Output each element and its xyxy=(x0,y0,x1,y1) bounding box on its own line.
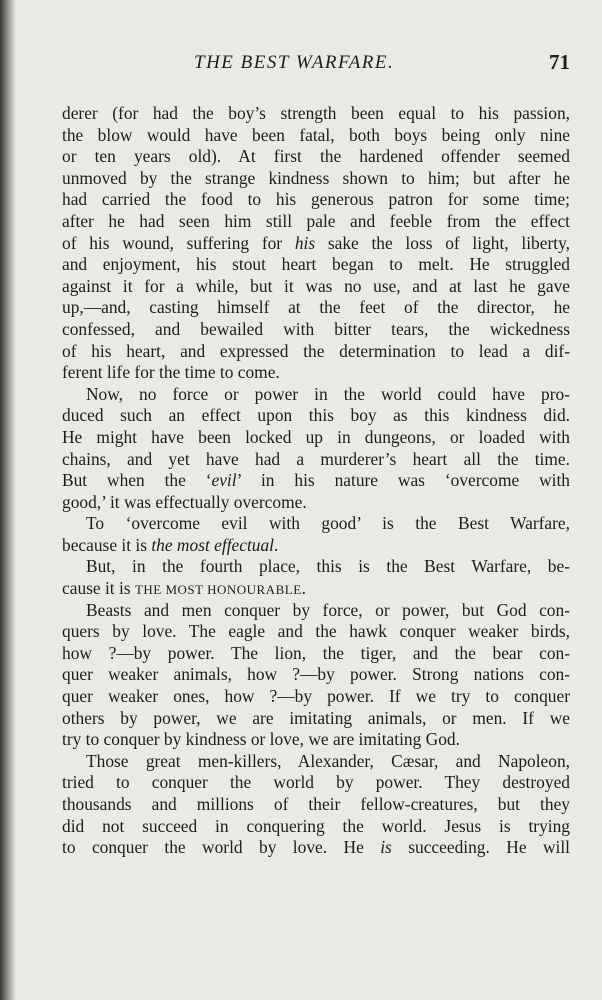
text-line: But, in the fourth place, this is the Best Warfare, be- xyxy=(86,556,570,577)
text-line: the blow would have been fatal, both boys being only nine xyxy=(62,124,570,145)
text-line: up,—and, casting himself at the feet of the director, he xyxy=(62,297,570,318)
page-number: 71 xyxy=(549,50,570,74)
text-line: chains, and yet have had a murderer’s heart all the time. xyxy=(62,448,570,469)
text-line: good,’ it was effectually overcome. xyxy=(62,491,307,512)
running-title: THE BEST WARFARE. xyxy=(194,52,395,73)
text-line: quers by love. The eagle and the hawk conquer weaker birds, xyxy=(62,621,570,642)
text-line: try to conquer by kindness or love, we are imitating God. xyxy=(62,729,460,750)
text-line: ferent life for the time to come. xyxy=(62,362,280,383)
text-line: cause it is THE MOST HONOURABLE. xyxy=(62,578,307,599)
text-line: because it is the most effectual. xyxy=(62,534,279,555)
text-line: Beasts and men conquer by force, or power, but God con- xyxy=(86,599,570,620)
text-line: Now, no force or power in the world could have pro- xyxy=(86,383,570,404)
text-line: tried to conquer the world by power. They destroyed xyxy=(62,772,570,793)
paragraph xyxy=(62,600,570,751)
page-edge-shadow xyxy=(0,0,16,1000)
text-line: thousands and millions of their fellow-creatures, but they xyxy=(62,794,570,814)
text-line: To ‘overcome evil with good’ is the Best Warfare, xyxy=(86,513,570,534)
text-line: after he had seen him still pale and feeble from the effect xyxy=(62,210,570,231)
text-line: against it for a while, but it was no use, and at last he gave xyxy=(62,275,570,296)
paragraph xyxy=(62,384,570,514)
text-line: quer weaker animals, how ?—by power. Strong nations con- xyxy=(62,664,570,685)
text-line: derer (for had the boy’s strength been equal to his passion, xyxy=(62,103,570,123)
text-line: had carried the food to his generous patron for some time; xyxy=(62,189,570,210)
running-head xyxy=(60,52,570,78)
text-line: Those great men-killers, Alexander, Cæsar, and Napoleon, xyxy=(86,750,570,771)
text-line: to conquer the world by love. He is succeeding. He will xyxy=(62,837,571,858)
text-line: of his heart, and expressed the determination to lead a dif- xyxy=(62,340,570,361)
text-line: or ten years old). At first the hardened offender seemed xyxy=(62,146,570,167)
text-line: duced such an effect upon this boy as this kindness did. xyxy=(62,405,570,426)
text-line: how ?—by power. The lion, the tiger, and the bear con- xyxy=(62,642,570,663)
paragraph xyxy=(62,556,570,599)
text-line: But when the ‘evil’ in his nature was ‘overcome with xyxy=(62,470,570,491)
paragraph xyxy=(62,513,570,556)
text-line: confessed, and bewailed with bitter tears, the wickedness xyxy=(62,318,570,339)
text-line: quer weaker ones, how ?—by power. If we try to conquer xyxy=(62,686,570,707)
body-text xyxy=(62,103,570,859)
paragraph xyxy=(62,751,570,859)
paragraph xyxy=(62,103,570,384)
text-line: of his wound, suffering for his sake the loss of light, liberty, xyxy=(62,232,570,253)
text-line: unmoved by the strange kindness shown to him; but after he xyxy=(62,167,570,188)
text-line: did not succeed in conquering the world. Jesus is trying xyxy=(62,815,570,836)
text-line: others by power, we are imitating animals, or men. If we xyxy=(62,707,570,728)
text-line: and enjoyment, his stout heart began to melt. He struggled xyxy=(62,254,570,275)
text-line: He might have been locked up in dungeons, or loaded with xyxy=(62,426,570,447)
